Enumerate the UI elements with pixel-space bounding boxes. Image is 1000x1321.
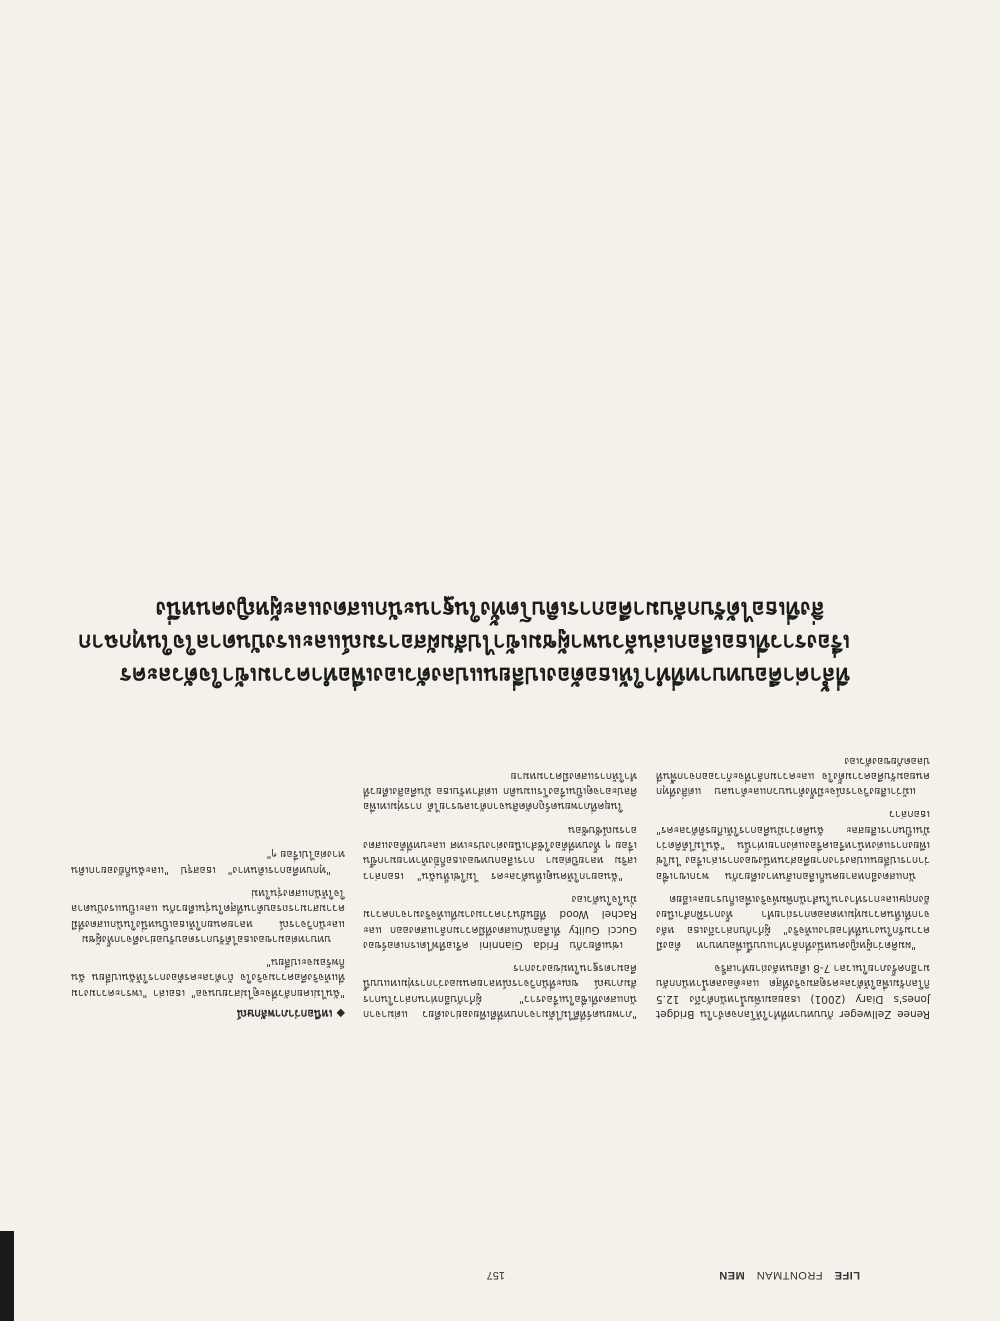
paragraph: เช่นเดียวกับ Frida Giannini ครีเอทีฟไดเรกเตอร์ของ Gucci Guilty ที่เลือกนักแสดงที่มีความกล้าแสดงออก และ Rachel Wood ที่ยืนยันว่าความงามที่แท้จริงมาจากความมั่นใจในตัวเอง — [363, 892, 637, 951]
brand-section: FRONTMAN — [756, 1269, 823, 1281]
text-column-2 — [363, 760, 637, 1021]
paragraph: "ผมคิดว่าผู้หญิงคนหนึ่งที่กล้าทำแบบนี้เพื่อบทบาท ต้องมีความรักในงานที่ทำอย่างแท้จริง" ผู้กำกับกล่าวถึงเธอ หลังจากที่เห็นความทุ่มเทตลอดการถ่ายทำ ทั้งการฝึกสำเนียงอังกฤษและการทำงานในสำนักพิมพ์จริงเพื่อเก็บรายละเอียด — [656, 892, 930, 951]
paragraph: Renee Zellweger กับบทบาทที่ทำให้โลกจดจำใน Bridget Jones's Diary (2001) เธอยอมเพิ่มน้ำหนักตัวถึง 12.5 กิโลกรัมเพื่อให้ตัวละครดูสมจริงที่สุด และต้องลดน้ำหนักกลับมาอีกครั้งภายในเวลา 7-8 เดือนหลังถ่ายทำเสร็จ — [656, 962, 930, 1020]
text-column-3 — [71, 641, 345, 1021]
text-column-1 — [656, 744, 930, 1021]
diamond-bullet-icon: ◆ — [336, 1007, 345, 1020]
headline-line: สิ่งที่เธอได้รับกลับมาคือการเติบโตทั้งในฐานะนักแสดงและผู้หญิงคนหนึ่ง — [155, 596, 825, 621]
paragraph: "ฉันอยากให้คนดูเห็นตัวละคร ไม่ใช่เห็นฉัน" เธอกล่าวเสริม หลายปีต่อมา การเลือกบทของเธอก็ยิ่งท้าทายมากขึ้นเรื่อย ๆ ทั้งบทที่ต้องใช้สำเนียงต่างประเทศ และบทที่ต้องแสดงอารมณ์ซับซ้อน — [363, 823, 637, 882]
headline-line: ที่ล้ำค่าคือบทบาทที่ทำให้เธอต้องเปลี่ยนแปลงตัวเองเพื่อทำความเข้าใจตัวละคร — [119, 662, 850, 687]
section-subhead — [71, 1006, 345, 1021]
magazine-brand — [719, 1269, 860, 1281]
headline-line: เรื่องราวที่เธอเลือกเล่นล้วนพาผู้ชมเข้าไปสัมผัสอารมณ์และแรงบันดาลใจในทุกฉาก — [78, 629, 850, 654]
brand-life: LIFE — [834, 1269, 860, 1281]
subhead-text: เหนือกว่าภาพลักษณ์ — [236, 1007, 333, 1020]
paragraph: "ทุกบทคือการเดินทาง" เธอสรุป "และฉันก็ยังอยากเดินทางต่อไปเรื่อย ๆ" — [71, 848, 345, 876]
brand-mag: MEN — [718, 1269, 745, 1281]
paragraph: นักแสดงอีกหลายคนก็เลือกเส้นทางเดียวกัน พวกเขาเชื่อว่าการเปลี่ยนแปลงร่างกายคือส่วนหนึ่งของการเล่าเรื่อง ไม่ใช่เพียงการแต่งหน้าหรือเครื่องแต่งกายเท่านั้น "ฉันไม่ได้คิดว่ามันเป็นการเสียสละ ฉันคิดว่ามันคือการให้เกียรติตัวละคร" เธอกล่าว — [656, 808, 930, 882]
paragraph: บทบาทต่อมาของเธอได้รับการตอบรับอย่างดีจากทั้งผู้ชมและนักวิจารณ์ หลายคนยกให้เธอเป็นหนึ่งในนักแสดงที่มีความสามารถรอบด้านที่สุดในรุ่นเดียวกัน และเป็นแรงบันดาลใจให้นักแสดงรุ่นใหม่ — [71, 886, 345, 945]
paragraph: แม้ว่าเสียงวิจารณ์จะมีทั้งด้านบวกและด้านลบ แต่สิ่งที่ทุกคนยอมรับคือความตั้งใจ และความกล้าที่จะก้าวออกจากพื้นที่ปลอดภัยของตัวเอง — [656, 754, 930, 798]
paragraph: ในยุคที่ภาพยนตร์ถูกตัดสินจากตัวเลขรายได้ การทุ่มเทเพื่อศิลปะอาจดูเป็นเรื่องโรแมนติก แต่สำหรับเธอ มันคือสิ่งเดียวที่ทำให้การแสดงมีความหมาย — [363, 769, 637, 813]
paragraph: "ภาพยนตร์ที่ดีไม่ได้มาจากบทที่ดีเพียงอย่างเดียว แต่มาจากนักแสดงที่เชื่อในเรื่องราว" ผู้กำกับอีกท่านกล่าวในการสัมภาษณ์ ขณะที่นักวิจารณ์หลายคนมองว่าการทุ่มเทแบบนี้คือมาตรฐานใหม่ของวงการ — [363, 962, 637, 1020]
paragraph: "ฉันไม่เคยกลัวที่จะดูไม่สวยบนจอ" เธอเล่า "เพราะความงามที่แท้จริงคือความจริงใจ ถ้าตัวละครต้องการให้ฉันเปลี่ยน ฉันก็พร้อมจะเปลี่ยน" — [71, 956, 345, 999]
folio — [0, 1261, 1000, 1281]
pull-quote-headline — [78, 592, 850, 691]
page-number: 157 — [486, 1269, 505, 1281]
